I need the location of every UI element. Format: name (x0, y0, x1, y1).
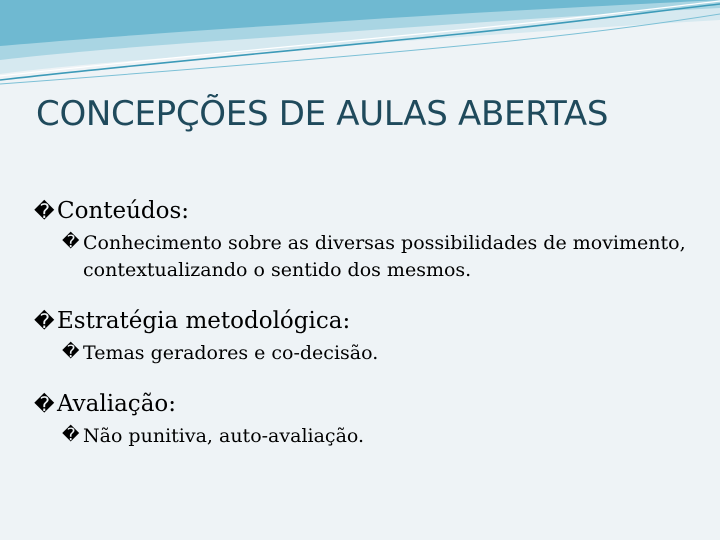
bullet-heading-estrategia (34, 306, 704, 336)
bullet-icon: � (34, 309, 55, 333)
sub-bullet-icon: � (62, 425, 80, 445)
bullet-heading-avaliacao (34, 389, 704, 419)
bullet-icon: � (34, 199, 55, 223)
bullet-heading-conteudos (34, 196, 704, 226)
item-text: Não punitiva, auto-avaliação. (83, 425, 365, 447)
bullet-item-conteudos (62, 230, 704, 284)
slide-body (34, 196, 704, 450)
bullet-item-avaliacao (62, 423, 704, 450)
heading-text: Conteúdos: (57, 198, 190, 224)
heading-text: Avaliação: (57, 391, 176, 417)
sub-bullet-icon: � (62, 232, 80, 252)
bullet-item-estrategia (62, 340, 704, 367)
sub-bullet-icon: � (62, 342, 80, 362)
heading-text: Estratégia metodológica: (57, 308, 351, 334)
slide-title: CONCEPÇÕES DE AULAS ABERTAS (36, 94, 609, 134)
bullet-icon: � (34, 392, 55, 416)
item-text: Temas geradores e co-decisão. (83, 342, 379, 364)
header-wave-decoration (0, 0, 720, 90)
item-text: Conhecimento sobre as diversas possibilidades de movimento, contextualizando o sentido dos mesmos. (83, 232, 686, 281)
